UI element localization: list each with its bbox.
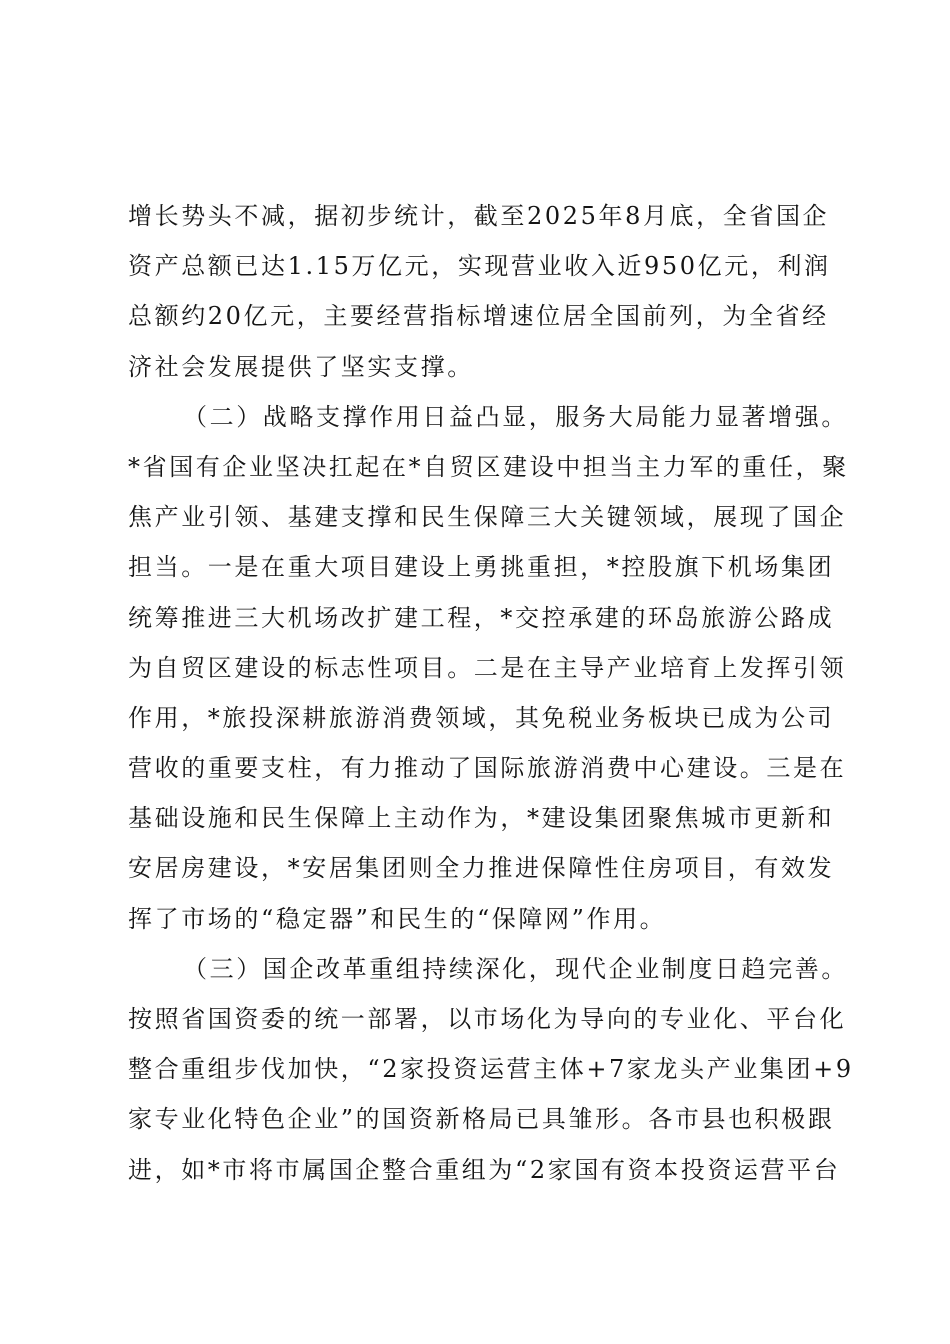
text-line: 家专业化特色企业”的国资新格局已具雏形。各市县也积极跟 <box>128 1105 835 1134</box>
paragraph-asset-statistics <box>128 196 831 397</box>
paragraph-strategic-support <box>128 397 849 949</box>
text-line: 营收的重要支柱，有力推动了国际旅游消费中心建设。三是在 <box>128 754 847 783</box>
text-line: *省国有企业坚决扛起在*自贸区建设中担当主力军的重任，聚 <box>128 452 849 481</box>
text-line: 作用，*旅投深耕旅游消费领域，其免税业务板块已成为公司 <box>128 703 835 732</box>
text-line: 安居房建设，*安居集团则全力推进保障性住房项目，有效发 <box>128 854 835 883</box>
text-line: 为自贸区建设的标志性项目。二是在主导产业培育上发挥引领 <box>128 653 847 682</box>
text-line: 整合重组步伐加快，“2家投资运营主体+7家龙头产业集团+9 <box>128 1055 854 1084</box>
text-line: 挥了市场的“稳定器”和民生的“保障网”作用。 <box>128 904 667 933</box>
text-line: 统筹推进三大机场改扩建工程，*交控承建的环岛旅游公路成 <box>128 603 835 632</box>
text-line: 总额约20亿元，主要经营指标增速位居全国前列，为全省经 <box>128 302 829 331</box>
text-line: 焦产业引领、基建支撑和民生保障三大关键领域，展现了国企 <box>128 503 847 532</box>
text-line: 增长势头不减，据初步统计，截至2025年8月底，全省国企 <box>128 202 830 230</box>
text-line: 担当。一是在重大项目建设上勇挑重担，*控股旗下机场集团 <box>128 553 835 582</box>
section-heading-2: （二）战略支撑作用日益凸显，服务大局能力显著增强。 <box>183 402 848 431</box>
text-line: 资产总额已达1.15万亿元，实现营业收入近950亿元，利润 <box>128 252 831 281</box>
paragraph-reform-restructuring <box>128 949 854 1200</box>
text-line: 按照省国资委的统一部署，以市场化为导向的专业化、平台化 <box>128 1005 847 1033</box>
document-body <box>128 196 854 1200</box>
text-line: 基础设施和民生保障上主动作为，*建设集团聚焦城市更新和 <box>128 804 835 833</box>
section-heading-3: （三）国企改革重组持续深化，现代企业制度日趋完善。 <box>183 954 848 983</box>
text-line: 进，如*市将市属国企整合重组为“2家国有资本投资运营平台 <box>128 1155 841 1184</box>
text-line: 济社会发展提供了坚实支撑。 <box>128 352 474 381</box>
